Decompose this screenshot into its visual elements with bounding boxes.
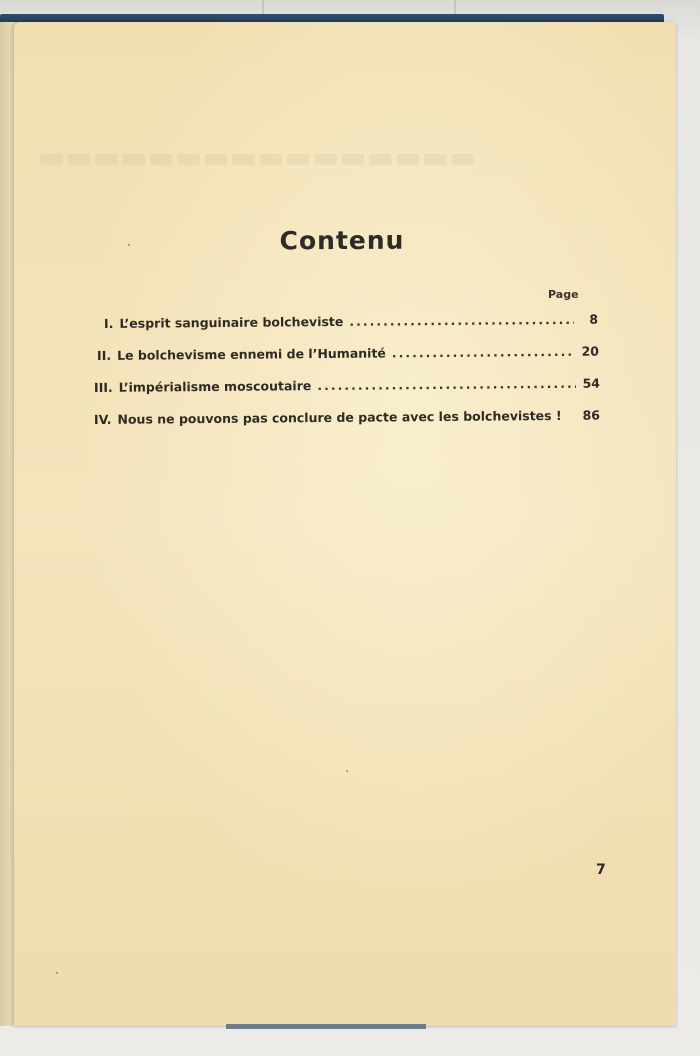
page-title: Contenu xyxy=(279,225,405,256)
toc-entry-number: IV. xyxy=(93,411,112,427)
paper-speck xyxy=(346,770,348,772)
toc-entry-page: 54 xyxy=(582,375,601,391)
toc-entry-page: 86 xyxy=(582,407,601,423)
toc-dot-leader xyxy=(392,344,575,361)
toc-entry-number: II. xyxy=(96,347,112,363)
page-column-header: Page xyxy=(548,288,579,301)
paper-speck xyxy=(128,244,130,246)
toc-entry-number: III. xyxy=(93,379,113,395)
toc-entry-title: L’esprit sanguinaire bolcheviste xyxy=(119,313,344,331)
toc-entry-number: I. xyxy=(103,315,114,331)
toc-entry-page: 8 xyxy=(589,311,599,327)
toc-entry-title: L’impérialisme moscoutaire xyxy=(118,378,312,395)
page-number: 7 xyxy=(596,862,606,878)
bleed-through-shadow: ▬▬▬▬▬▬▬▬▬▬▬▬▬▬▬▬ xyxy=(38,140,477,174)
toc-entry-page: 20 xyxy=(581,343,600,359)
toc-entry-title: Le bolchevisme ennemi de l’Humanité xyxy=(116,345,386,363)
paper-speck xyxy=(56,972,58,974)
toc-dot-leader xyxy=(349,312,574,329)
cover-bottom-strip xyxy=(226,1024,426,1029)
toc-entry-title: Nous ne pouvons pas conclure de pacte avec les bolchevistes ! xyxy=(117,407,562,427)
toc-dot-leader xyxy=(317,376,576,393)
